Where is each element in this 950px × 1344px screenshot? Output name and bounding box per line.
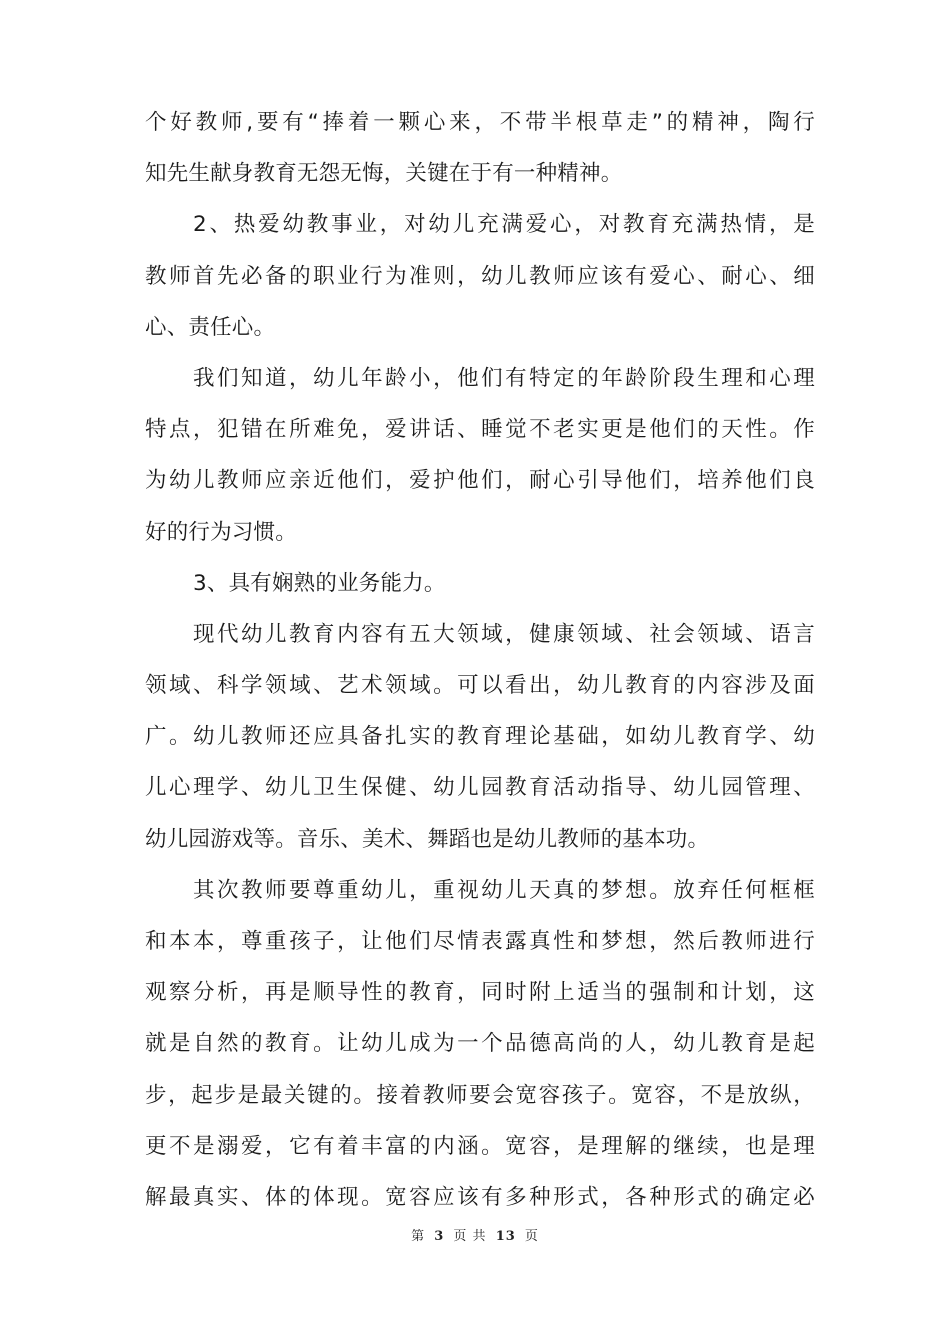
footer-prefix: 第 [411,1229,426,1244]
body-text [145,97,815,1223]
paragraph [145,609,815,865]
text-line: 领域、科学领域、艺术领域。可以看出，幼儿教育的内容涉及面 [145,673,815,699]
text-line: 好的行为习惯。 [145,519,297,545]
text-line: 3、具有娴熟的业务能力。 [193,570,446,596]
text-line: 特点，犯错在所难免，爱讲话、睡觉不老实更是他们的天性。作 [145,417,815,443]
text-line: 就是自然的教育。让幼儿成为一个品德高尚的人，幼儿教育是起 [145,1031,815,1057]
text-line: 个好教师,要有“捧着一颗心来，不带半根草走”的精神，陶行 [145,110,815,135]
current-page-number: 3 [434,1229,445,1244]
paragraph [145,865,815,1223]
text-line: 我们知道，幼儿年龄小，他们有特定的年龄阶段生理和心理 [193,365,815,391]
text-line: 为幼儿教师应亲近他们，爱护他们，耐心引导他们，培养他们良 [145,468,815,494]
text-line: 其次教师要尊重幼儿，重视幼儿天真的梦想。放弃任何框框 [193,877,815,903]
text-line: 心、责任心。 [145,314,276,340]
footer-middle: 页 共 [453,1229,487,1244]
text-line: 2、热爱幼教事业，对幼儿充满爱心，对教育充满热情，是 [193,212,815,238]
text-line: 知先生献身教育无怨无悔，关键在于有一种精神。 [145,161,623,187]
text-line: 儿心理学、幼儿卫生保健、幼儿园教育活动指导、幼儿园管理、 [145,775,815,801]
text-line: 步，起步是最关键的。接着教师要会宽容孩子。宽容，不是放纵， [145,1082,815,1108]
text-line: 幼儿园游戏等。音乐、美术、舞蹈也是幼儿教师的基本功。 [145,826,710,852]
footer-suffix: 页 [524,1229,539,1244]
text-line: 教师首先必备的职业行为准则，幼儿教师应该有爱心、耐心、细 [145,263,815,289]
text-line: 更不是溺爱，它有着丰富的内涵。宽容，是理解的继续，也是理 [145,1133,815,1159]
text-line: 解最真实、体的体现。宽容应该有多种形式，各种形式的确定必 [145,1184,815,1210]
text-line: 广。幼儿教师还应具备扎实的教育理论基础，如幼儿教育学、幼 [145,724,815,750]
paragraph [145,558,815,609]
page-footer [0,1225,950,1244]
paragraph [145,97,815,199]
text-line: 观察分析，再是顺导性的教育，同时附上适当的强制和计划，这 [145,980,815,1006]
text-line: 和本本，尊重孩子，让他们尽情表露真性和梦想，然后教师进行 [145,929,815,954]
text-line: 现代幼儿教育内容有五大领域，健康领域、社会领域、语言 [193,621,815,647]
paragraph [145,199,815,353]
paragraph [145,353,815,558]
total-page-count: 13 [495,1229,516,1244]
